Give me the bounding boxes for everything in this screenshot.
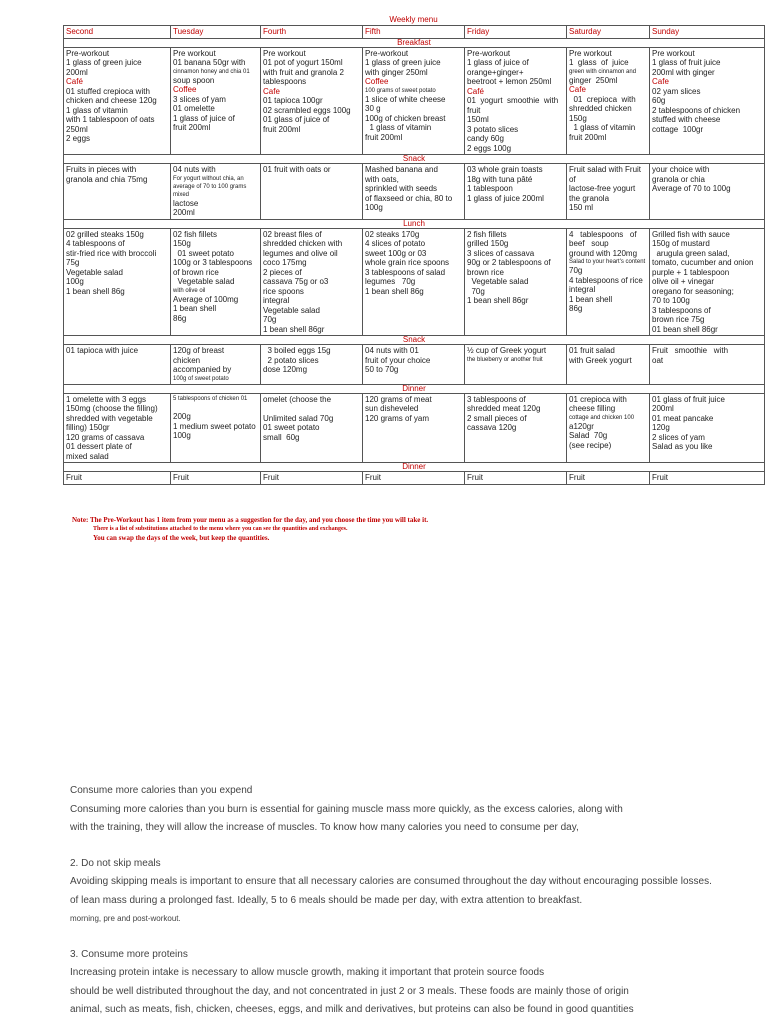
meal-item: chicken: [173, 355, 201, 365]
tip-heading: 3. Consume more proteins: [70, 948, 188, 960]
meal-item: 100g or 3 tablespoons: [173, 258, 253, 267]
meal-item: 100g of sweet potato: [173, 375, 229, 382]
meal-item: Vegetable salad: [263, 305, 320, 315]
meal-item: Pre-workout: [467, 48, 511, 58]
meal-item: 70g: [263, 315, 277, 324]
meal-cell: [567, 164, 650, 220]
meal-item: rice spoons: [263, 286, 304, 296]
meal-item: 2 eggs: [66, 134, 91, 143]
meal-item: 2 eggs 100g: [467, 143, 512, 153]
meal-item: fruit 200ml: [173, 123, 211, 132]
paragraph-line: morning, pre and post-workout.: [70, 914, 181, 923]
meal-item: brown rice: [467, 267, 504, 277]
note-substitutions: There is a list of substitutions attached to the menu where you can see the quantities and exchanges.: [93, 526, 348, 532]
meal-cell: [567, 47, 650, 155]
meal-item: oregano for seasoning;: [652, 286, 734, 296]
meal-item: ground with 120mg: [569, 248, 638, 258]
meal-item: lactose-free yogurt: [569, 184, 636, 193]
meal-section-label: Breakfast: [64, 38, 765, 47]
meal-item: 04 nuts with: [173, 165, 216, 174]
day-header: Sunday: [650, 26, 765, 39]
meal-cell: [171, 47, 261, 155]
meal-item: 2 pieces of: [263, 267, 302, 277]
meal-item: integral: [263, 296, 290, 305]
meal-item: Vegetable salad: [66, 267, 123, 277]
meal-item: 3 slices of yam: [173, 94, 226, 104]
meal-item: dose 120mg: [263, 365, 308, 374]
meal-item: 01 banana 50gr with: [173, 58, 246, 67]
meal-cell: [64, 393, 171, 463]
meal-item: Fruit: [467, 473, 483, 482]
meal-item: 01 tapioca with juice: [66, 346, 139, 355]
meal-item: beetroot + lemon 250ml: [467, 77, 552, 86]
menu-notes: [72, 516, 428, 543]
meal-cell: [650, 345, 765, 385]
meal-item: 2 slices of yam: [652, 432, 705, 442]
meal-item: shredded chicken with: [263, 239, 343, 248]
meal-item: orange+ginger+: [467, 67, 524, 77]
meal-item: oat: [652, 355, 664, 365]
paragraph-line: with the training, they will allow the increase of muscles. To know how many calories you need to consume per day,: [70, 822, 579, 833]
meal-item: cottage 100gr: [652, 124, 704, 134]
day-header: Friday: [465, 26, 567, 39]
meal-item: cassava 120g: [467, 423, 517, 432]
meal-item: 100 grams of sweet potato: [365, 87, 436, 94]
meal-item: 01 sweet potato: [263, 423, 320, 432]
meal-cell: [650, 164, 765, 220]
day-header: Tuesday: [171, 26, 261, 39]
meal-item: Pre workout: [569, 48, 612, 58]
meal-cell: [171, 228, 261, 336]
meal-item: Coffee: [173, 85, 197, 94]
meal-item: cheese filling: [569, 404, 616, 413]
meal-item: granola and chia 75mg: [66, 174, 148, 184]
meal-item: cassava 75g or o3: [263, 277, 329, 286]
meal-item: Salad to your heart's content: [569, 259, 646, 265]
paragraph-line: should be well distributed throughout the day, and not concentrated in just 2 or 3 meals. These foods are mainly those of origin: [70, 985, 629, 997]
meal-item: 100g: [173, 431, 191, 440]
meal-item: 1 glass of juice of: [173, 113, 235, 123]
meal-item: Pre-workout: [365, 48, 409, 58]
meal-cell: [261, 164, 363, 220]
meal-item: grilled 150g: [467, 239, 509, 248]
meal-item: integral: [569, 285, 596, 294]
meal-item: 4 slices of potato: [365, 239, 426, 248]
meal-item: 1 glass of juice: [569, 58, 629, 67]
meal-item: 150g: [173, 239, 191, 248]
meal-item: 75g: [66, 258, 80, 267]
meal-item: 1 bean shell 86g: [66, 286, 125, 296]
meal-item: accompanied by: [173, 365, 232, 374]
meal-item: 02 fish fillets: [173, 229, 218, 239]
meal-cell: [363, 393, 465, 463]
meal-item: Salad 70g: [569, 431, 608, 440]
meal-item: with fruit and granola 2: [263, 67, 344, 77]
meal-cell: [650, 472, 765, 485]
meal-item: [173, 403, 258, 413]
meal-item: the granola: [569, 193, 610, 203]
meal-item: Unlimited salad 70g: [263, 413, 334, 423]
tip-heading: Consume more calories than you expend: [70, 785, 253, 796]
meal-cell: [363, 47, 465, 155]
meal-item: 150ml: [467, 115, 489, 124]
meal-section-label: Dinner: [64, 384, 765, 393]
meal-item: of brown rice: [173, 267, 219, 277]
meal-item: 3 tablespoons of: [467, 394, 526, 404]
meal-item: Average of 100mg: [173, 294, 239, 304]
meal-item: 120g of breast: [173, 346, 225, 355]
meal-item: 18g with tuna pâté: [467, 174, 533, 184]
meal-item: Fruit: [173, 473, 189, 482]
meal-item: 01 sweet potato: [173, 248, 234, 258]
meal-item: with 1 tablespoon of oats: [66, 115, 155, 124]
meal-cell: [171, 472, 261, 485]
meal-item: 02 steaks 170g: [365, 229, 420, 239]
meal-item: 01 yogurt smoothie with: [467, 96, 559, 105]
meal-item: 86g: [173, 313, 187, 323]
meal-item: 70g: [569, 266, 583, 275]
meal-item: 01 crepioca with: [569, 94, 636, 104]
meal-item: 1 glass of juice of: [467, 58, 529, 67]
meal-item: 01 glass of juice of: [263, 115, 330, 124]
meal-item: Café: [467, 86, 484, 96]
meal-cell: [650, 228, 765, 336]
meal-item: Fruit: [66, 473, 82, 482]
meal-item: 4 tablespoons of rice: [569, 275, 643, 285]
meal-item: legumes and olive oil: [263, 248, 338, 258]
meal-item: 250ml: [66, 124, 88, 134]
meal-section-label: Dinner: [64, 463, 765, 472]
meal-item: 4 tablespoons of: [569, 229, 637, 239]
meal-cell: [64, 472, 171, 485]
meal-item: 1 bean shell: [173, 304, 217, 313]
meal-item: (see recipe): [569, 440, 612, 450]
meal-item: 03 whole grain toasts: [467, 165, 543, 174]
day-header: Saturday: [567, 26, 650, 39]
meal-item: Café: [66, 77, 83, 86]
meal-cell: [261, 228, 363, 336]
meal-item: 1 glass of fruit juice: [652, 58, 721, 67]
meal-item: of flaxseed or chia, 80 to: [365, 193, 453, 203]
meal-item: 86g: [569, 304, 583, 313]
meal-item: Vegetable salad: [467, 277, 529, 286]
meal-item: 1 glass of green juice: [66, 58, 142, 67]
meal-cell: [465, 228, 567, 336]
meal-cell: [567, 345, 650, 385]
meal-item: 01 bean shell 86gr: [652, 324, 718, 334]
meal-item: Grilled fish with sauce: [652, 229, 730, 239]
meal-cell: [171, 164, 261, 220]
meal-item: Fruit: [365, 473, 381, 482]
meal-section-label: Snack: [64, 336, 765, 345]
meal-item: tablespoons: [263, 77, 307, 86]
meal-cell: [567, 472, 650, 485]
meal-item: 02 breast files of: [263, 229, 322, 239]
meal-row: [64, 472, 765, 485]
meal-row: [64, 345, 765, 385]
meal-section-label: Snack: [64, 155, 765, 164]
day-header-row: [64, 26, 765, 39]
meal-cell: [64, 345, 171, 385]
meal-cell: [650, 393, 765, 463]
meal-item: the blueberry or another fruit: [467, 356, 543, 363]
meal-item: green with cinnamon and: [569, 68, 637, 75]
meal-cell: [261, 393, 363, 463]
paragraph-line: Avoiding skipping meals is important to ensure that all necessary calories are consumed throughout the day without encouraging possible losses.: [70, 876, 712, 887]
meal-item: 02 yam slices: [652, 86, 701, 96]
paragraph-line: of lean mass during a prolonged fast. Ideally, 5 to 6 meals should be made per day, with extra attention to breakfast.: [70, 894, 583, 906]
meal-item: 150mg (choose the filling) shredded with vegetable filling) 150gr: [66, 404, 160, 432]
meal-item: Fruit: [569, 473, 585, 482]
meal-item: 01 meat pancake: [652, 413, 714, 423]
meal-item: 1 bean shell 86g: [365, 286, 424, 296]
meal-item: brown rice 75g: [652, 315, 705, 324]
meal-item: 2 fish fillets: [467, 229, 507, 239]
meal-item: 1 glass of vitamin: [66, 105, 128, 115]
meal-item: 1 bean shell: [569, 294, 613, 304]
meal-cell: [363, 228, 465, 336]
day-header: Fourth: [261, 26, 363, 39]
meal-item: 1 bean shell 86gr: [467, 296, 529, 305]
meal-item: 01 dessert plate of: [66, 442, 132, 451]
meal-cell: [465, 164, 567, 220]
meal-item: your choice with: [652, 165, 710, 174]
meal-row: [64, 47, 765, 155]
meal-item: 100g of chicken breast: [365, 113, 446, 123]
meal-row: [64, 393, 765, 463]
meal-item: For yogurt without chia, an average of 70 to 100 grams mixed: [173, 175, 249, 198]
meal-cell: [64, 164, 171, 220]
note-swap-days: You can swap the days of the week, but keep the quantities.: [93, 534, 270, 542]
meal-item: Fruit: [652, 473, 668, 482]
meal-item: Vegetable salad: [173, 277, 235, 286]
meal-item: 5 tablespoons of chicken 01: [173, 395, 248, 402]
meal-cell: [650, 47, 765, 155]
meal-item: 200ml with ginger: [652, 67, 715, 77]
meal-item: Mashed banana and: [365, 165, 438, 174]
meal-item: Fruits in pieces with: [66, 165, 137, 174]
meal-cell: [363, 345, 465, 385]
meal-item: shredded meat 120g: [467, 404, 541, 413]
meal-item: 01 omelette: [173, 104, 215, 113]
meal-cell: [465, 345, 567, 385]
meal-item: 02 scrambled eggs 100g: [263, 105, 351, 115]
meal-item: legumes 70g: [365, 277, 416, 286]
meal-item: candy 60g: [467, 134, 504, 143]
meal-item: 120 grams of cassava: [66, 432, 145, 442]
meal-item: 3 slices of cassava: [467, 248, 535, 258]
meal-cell: [363, 472, 465, 485]
meal-cell: [363, 164, 465, 220]
meal-item: soup spoon: [173, 75, 215, 85]
tip-heading: 2. Do not skip meals: [70, 857, 161, 869]
meal-item: 1 bean shell 86gr: [263, 324, 325, 334]
meal-item: 01 crepioca with: [569, 394, 627, 404]
meal-item: ginger 250ml: [569, 75, 618, 85]
meal-item: 1 glass of vitamin: [569, 123, 636, 132]
meal-item: a120gr: [569, 421, 594, 431]
meal-item: stir-fried rice with broccoli: [66, 248, 157, 258]
meal-item: 90g or 2 tablespoons of: [467, 258, 551, 267]
paragraph-line: Increasing protein intake is necessary to allow muscle growth, making it important that protein source foods: [70, 967, 545, 978]
meal-item: stuffed with cheese: [652, 115, 721, 124]
meal-item: 30 g: [365, 104, 381, 113]
meal-item: granola or chia: [652, 174, 705, 184]
meal-item: 150g: [569, 113, 587, 123]
meal-item: sprinkled with seeds: [365, 184, 438, 193]
meal-cell: [567, 228, 650, 336]
meal-item: Coffee: [365, 77, 389, 86]
meal-item: 3 boiled eggs 15g: [263, 346, 331, 355]
meal-cell: [465, 47, 567, 155]
meal-item: 150g of mustard: [652, 239, 710, 248]
meal-item: [263, 404, 360, 414]
meal-item: 100g: [365, 203, 383, 212]
meal-item: 01 pot of yogurt 150ml: [263, 58, 343, 67]
meal-item: shredded chicken: [569, 104, 632, 113]
meal-item: 200g: [173, 412, 191, 421]
meal-item: 3 potato slices: [467, 124, 519, 134]
meal-cell: [261, 472, 363, 485]
meal-item: 70g: [467, 286, 485, 296]
meal-item: 01 fruit salad: [569, 346, 615, 355]
day-header: Second: [64, 26, 171, 39]
meal-item: 70 to 100g: [652, 296, 690, 305]
meal-item: beef soup: [569, 239, 609, 248]
meal-item: 1 medium sweet potato: [173, 421, 256, 431]
meal-item: Salad as you like: [652, 442, 713, 451]
meal-item: 50 to 70g: [365, 365, 399, 374]
meal-cell: [261, 345, 363, 385]
meal-item: 2 small pieces of: [467, 413, 527, 423]
meal-item: ½ cup of Greek yogurt: [467, 346, 547, 355]
meal-item: with oats,: [365, 174, 399, 184]
meal-cell: [171, 345, 261, 385]
meal-item: Fruit: [263, 473, 279, 482]
meal-cell: [64, 228, 171, 336]
meal-row: [64, 164, 765, 220]
meal-item: 1 glass of green juice: [365, 58, 441, 67]
meal-section-label: Lunch: [64, 219, 765, 228]
meal-item: mixed salad: [66, 451, 109, 461]
meal-item: 01 fruit with oats or: [263, 165, 331, 174]
meal-row: [64, 228, 765, 336]
meal-item: 100g: [66, 277, 84, 286]
meal-item: Pre workout: [173, 48, 216, 58]
meal-cell: [465, 472, 567, 485]
meal-item: 200ml: [652, 404, 674, 413]
meal-item: 1 omelette with 3 eggs: [66, 394, 147, 404]
meal-cell: [171, 393, 261, 463]
meal-item: chicken and cheese 120g: [66, 96, 157, 105]
meal-item: arugula green salad,: [652, 248, 730, 258]
weekly-menu: [63, 15, 764, 485]
meal-item: coco 175mg: [263, 258, 307, 267]
meal-item: 2 potato slices: [263, 355, 319, 365]
meal-item: whole grain rice spoons: [365, 258, 450, 267]
meal-item: small 60g: [263, 432, 300, 442]
meal-item: 01 tapioca 100gr: [263, 96, 323, 105]
meal-item: Average of 70 to 100g: [652, 184, 731, 193]
meal-item: 04 nuts with 01: [365, 346, 419, 355]
menu-title: Weekly menu: [389, 15, 438, 24]
meal-item: Cafe: [652, 77, 669, 86]
meal-item: 120 grams of yam: [365, 413, 430, 423]
meal-item: 60g: [652, 96, 666, 105]
meal-item: 2 tablespoons of chicken: [652, 105, 741, 115]
meal-cell: [465, 393, 567, 463]
paragraph-line: animal, such as meats, fish, chicken, cheeses, eggs, and milk and derivatives, but proteins can also be found in good quantities: [70, 1004, 634, 1015]
meal-item: Cafe: [263, 86, 280, 96]
meal-item: purple + 1 tablespoon: [652, 267, 730, 277]
meal-item: 1 glass of vitamin: [365, 123, 432, 132]
meal-cell: [64, 47, 171, 155]
meal-item: 1 slice of white cheese: [365, 94, 446, 104]
meal-item: 3 tablespoons of salad: [365, 267, 446, 277]
meal-item: Pre workout: [652, 48, 695, 58]
meal-item: tomato, cucumber and onion: [652, 258, 754, 267]
day-header: Fifth: [363, 26, 465, 39]
meal-item: fruit 200ml: [263, 124, 301, 134]
meal-item: sweet 100g or 03: [365, 248, 427, 258]
meal-item: 1 tablespoon: [467, 184, 513, 193]
meal-item: Cafe: [569, 85, 586, 94]
meal-item: Fruit smoothie with: [652, 346, 729, 355]
meal-item: with Greek yogurt: [569, 355, 632, 365]
meal-item: olive oil + vinegar: [652, 277, 715, 286]
meal-item: 01 stuffed crepioca with: [66, 86, 150, 96]
meal-item: Pre-workout: [66, 48, 110, 58]
meal-item: 1 glass of juice 200ml: [467, 193, 544, 203]
note-pre-workout: Note: The Pre-Workout has 1 item from your menu as a suggestion for the day, and you choose the time you will take it.: [72, 516, 429, 524]
meal-item: 01 glass of fruit juice: [652, 394, 725, 404]
meal-item: Fruit salad with Fruit of: [569, 165, 644, 184]
menu-table: [63, 25, 765, 485]
meal-cell: [567, 393, 650, 463]
meal-item: with olive oil: [173, 287, 206, 294]
meal-item: lactose: [173, 198, 199, 208]
meal-item: cinnamon honey and chia 01: [173, 68, 250, 75]
meal-item: fruit 200ml: [569, 132, 607, 142]
meal-item: Pre workout: [263, 48, 306, 58]
meal-cell: [261, 47, 363, 155]
meal-item: 200ml: [173, 208, 195, 217]
meal-item: 4 tablespoons of: [66, 239, 125, 248]
meal-item: 02 grilled steaks 150g: [66, 229, 144, 239]
meal-item: with ginger 250ml: [365, 67, 428, 77]
meal-item: 120g: [652, 423, 670, 432]
meal-item: fruit 200ml: [365, 132, 403, 142]
meal-item: 120 grams of meat: [365, 394, 432, 404]
meal-item: fruit of your choice: [365, 355, 431, 365]
meal-item: sun disheveled: [365, 404, 419, 413]
meal-item: 200ml: [66, 67, 88, 77]
paragraph-line: Consuming more calories than you burn is essential for gaining muscle mass more quickly, as the excess calories, along with: [70, 803, 623, 815]
meal-item: omelet (choose the: [263, 394, 332, 404]
article-body: [70, 782, 764, 1020]
meal-item: fruit: [467, 105, 481, 115]
meal-item: 150 ml: [569, 203, 594, 212]
meal-item: cottage and chicken 100: [569, 414, 635, 421]
meal-item: 3 tablespoons of: [652, 305, 711, 315]
